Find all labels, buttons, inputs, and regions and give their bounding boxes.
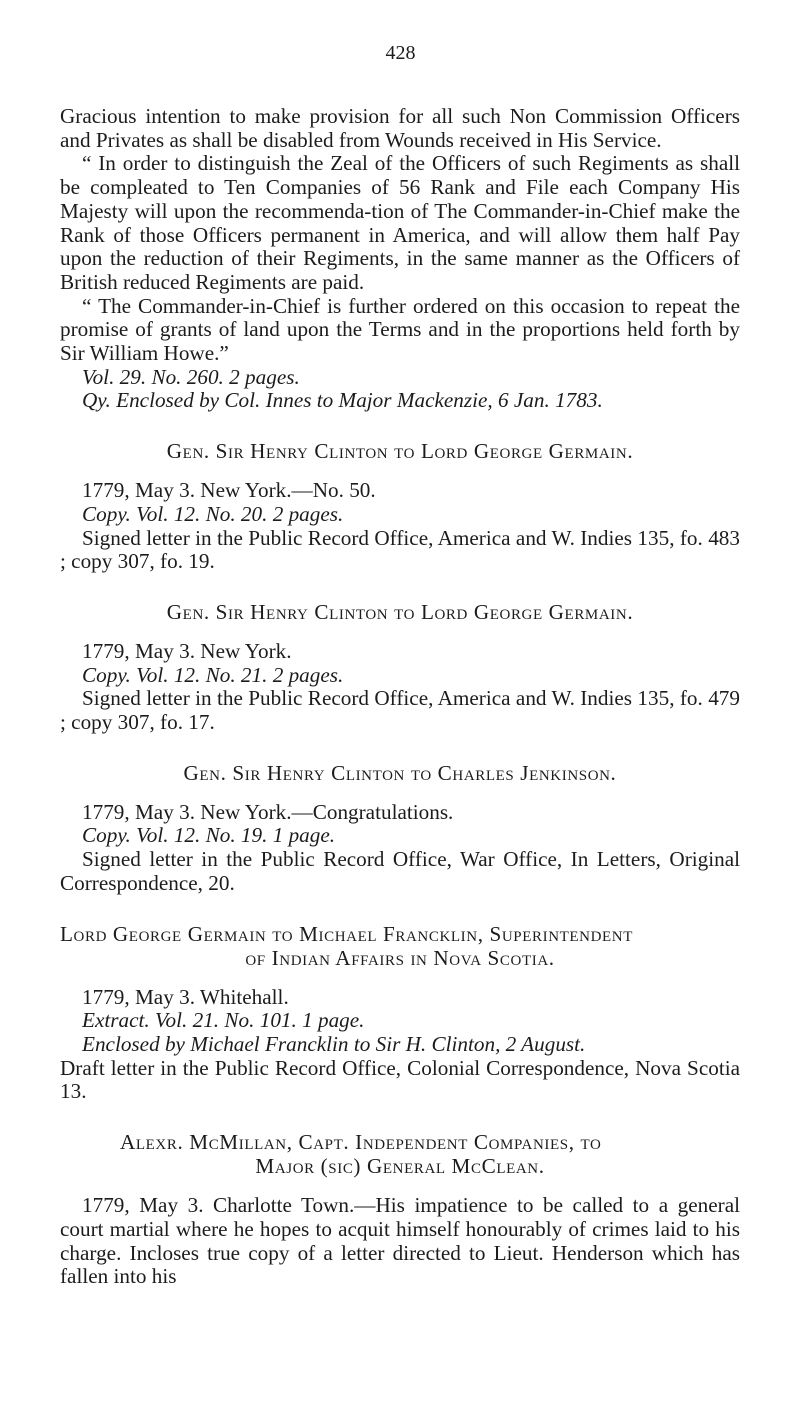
entry-2-meta: Copy. Vol. 12. No. 21. 2 pages. <box>82 662 344 687</box>
intro-enclosed: Qy. Enclosed by Col. Innes to Major Mackenzie, 6 Jan. 1783. <box>82 388 603 413</box>
entry-3-meta: Copy. Vol. 12. No. 19. 1 page. <box>82 823 336 848</box>
entry-1-heading: Gen. Sir Henry Clinton to Lord George Germain. <box>166 439 634 464</box>
entry-5-heading <box>60 1130 740 1178</box>
document-body <box>60 105 740 1289</box>
entry-1-note: Signed letter in the Public Record Office, America and W. Indies 135, fo. 483 ; copy 307, fo. 19. <box>60 525 740 574</box>
intro-meta: Vol. 29. No. 260. 2 pages. <box>82 364 300 389</box>
entry-1-meta: Copy. Vol. 12. No. 20. 2 pages. <box>82 501 344 526</box>
page-number: 428 <box>385 42 416 64</box>
entry-4-meta: Extract. Vol. 21. No. 101. 1 page. <box>82 1008 365 1033</box>
intro-paragraph-2: “ In order to distinguish the Zeal of the Officers of such Regiments as shall be compleated to Ten Companies of 56 Rank and File each Company His Majesty will upon the recommenda-tion of The Commander-in-Chief make the Rank of those Officers permanent in America, and will allow them half Pay upon the reduction of their Regiments, in the same manner as the Officers of British reduced Regiments are paid. <box>60 151 740 294</box>
entry-2-note: Signed letter in the Public Record Office, America and W. Indies 135, fo. 479 ; copy 307, fo. 17. <box>60 686 740 735</box>
intro-paragraph-3: “ The Commander-in-Chief is further ordered on this occasion to repeat the promise of grants of land upon the Terms and in the proportions held forth by Sir William Howe.” <box>60 293 740 366</box>
entry-4-enclosed: Enclosed by Michael Francklin to Sir H. Clinton, 2 August. <box>82 1031 586 1056</box>
entry-2-heading: Gen. Sir Henry Clinton to Lord George Germain. <box>166 599 634 624</box>
entry-4-note: Draft letter in the Public Record Office, Colonial Correspondence, Nova Scotia 13. <box>60 1055 740 1104</box>
entry-3-date: 1779, May 3. New York.—Congratulations. <box>82 799 454 824</box>
entry-5-heading-line-1: Alexr. McMillan, Capt. Independent Companies, to <box>120 1130 602 1155</box>
entry-4-date: 1779, May 3. Whitehall. <box>82 984 289 1009</box>
entry-3-heading: Gen. Sir Henry Clinton to Charles Jenkinson. <box>183 760 617 785</box>
entry-4-heading-line-2: of Indian Affairs in Nova Scotia. <box>245 945 555 970</box>
entry-4-heading-line-1: Lord George Germain to Michael Francklin, Superintendent <box>60 921 633 946</box>
entry-1-date: 1779, May 3. New York.—No. 50. <box>82 478 376 503</box>
entry-3-note: Signed letter in the Public Record Office, War Office, In Letters, Original Correspondence, 20. <box>60 847 740 895</box>
entry-4-heading <box>60 922 740 970</box>
entry-5-heading-line-2: Major (sic) General McClean. <box>255 1154 545 1179</box>
intro-paragraph-1: Gracious intention to make provision for all such Non Commission Officers and Privates as shall be disabled from Wounds received in His Service. <box>60 104 740 152</box>
entry-5-text: 1779, May 3. Charlotte Town.—His impatience to be called to a general court martial where he hopes to acquit himself honourably of crimes laid to his charge. Incloses true copy of a letter directed to Lieut. Henderson which has fallen into his <box>60 1193 740 1289</box>
entry-2-date: 1779, May 3. New York. <box>82 638 292 663</box>
